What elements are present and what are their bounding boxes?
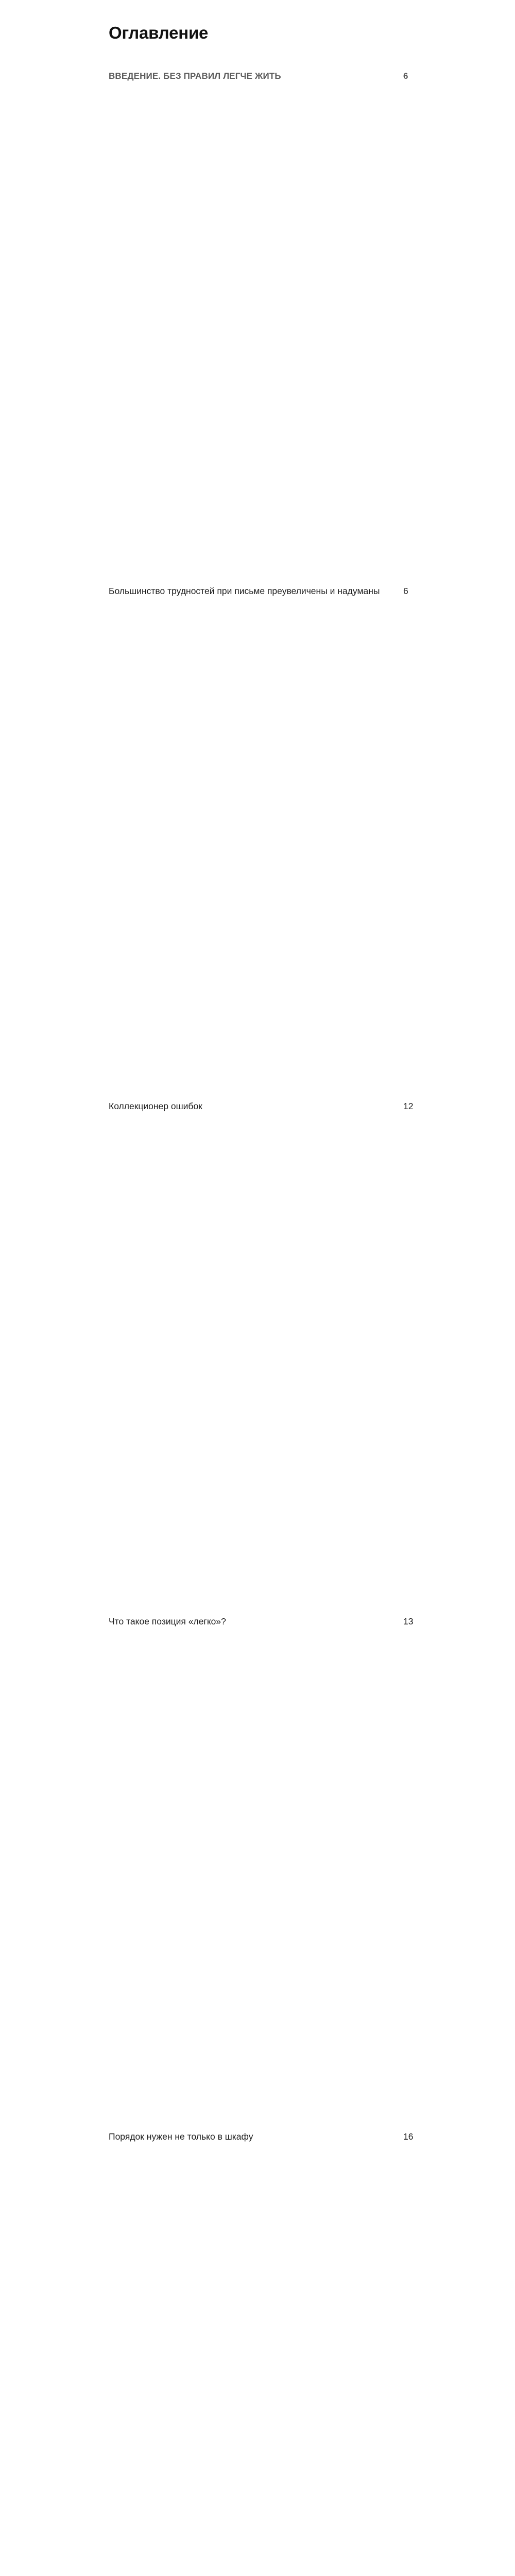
- page-number: 13: [403, 1616, 414, 1626]
- part-heading-introduction[interactable]: [109, 69, 418, 584]
- page-number: 16: [403, 2131, 414, 2142]
- toc-section-introduction: [109, 69, 418, 2576]
- toc-entry[interactable]: [109, 2130, 418, 2576]
- part-heading-label: ВВЕДЕНИЕ. БЕЗ ПРАВИЛ ЛЕГЧЕ ЖИТЬ: [109, 71, 281, 81]
- toc-entry-label: Большинство трудностей при письме преувеличены и надуманы: [109, 586, 380, 596]
- page-number: 12: [403, 1101, 414, 1111]
- toc-entry[interactable]: [109, 1615, 418, 2130]
- page-title: Оглавление: [109, 23, 209, 42]
- toc-entry-label: Что такое позиция «легко»?: [109, 1616, 226, 1626]
- toc-sections: [109, 69, 418, 2576]
- page-number: 6: [403, 71, 408, 81]
- toc-entry-label: Порядок нужен не только в шкафу: [109, 2131, 253, 2142]
- toc-entry[interactable]: [109, 1099, 418, 1615]
- page-number: 6: [403, 586, 408, 596]
- toc-entry[interactable]: [109, 584, 418, 1099]
- toc-entry-label: Коллекционер ошибок: [109, 1101, 202, 1111]
- toc-container: [109, 0, 418, 2576]
